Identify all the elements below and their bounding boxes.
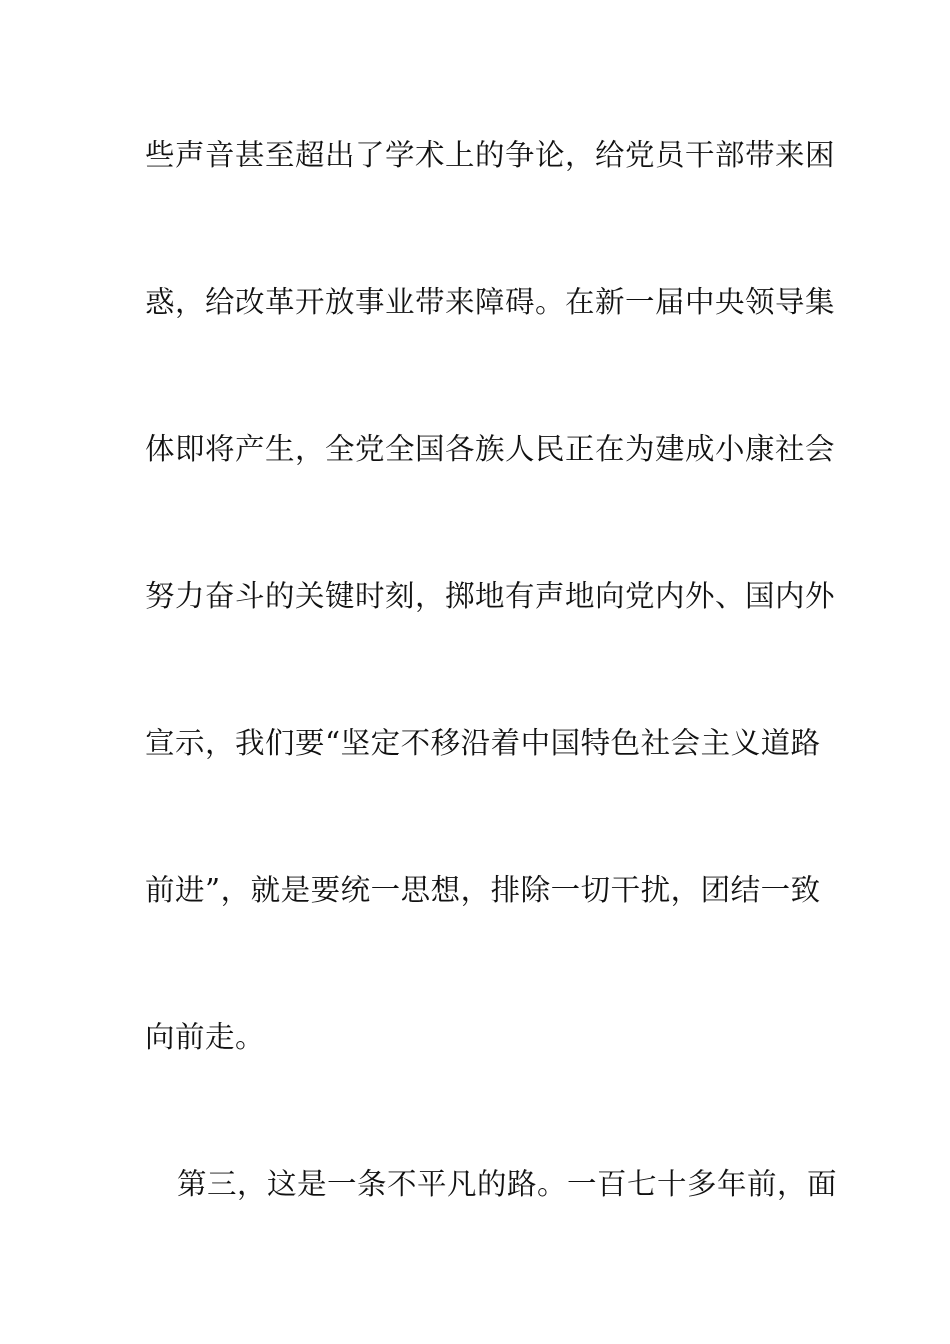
text-line: 体即将产生，全党全国各族人民正在为建成小康社会 (145, 432, 836, 466)
text-line: 些声音甚至超出了学术上的争论，给党员干部带来困 (145, 138, 836, 172)
paragraph-start-line: 第三，这是一条不平凡的路。一百七十多年前，面 (177, 1167, 838, 1201)
text-line: 努力奋斗的关键时刻，掷地有声地向党内外、国内外 (145, 579, 836, 613)
text-line: 宣示，我们要“坚定不移沿着中国特色社会主义道路 (145, 726, 821, 760)
text-line: 向前走。 (145, 1020, 266, 1054)
text-line: 前进”，就是要统一思想，排除一切干扰，团结一致 (145, 873, 821, 907)
text-line: 惑，给改革开放事业带来障碍。在新一届中央领导集 (145, 285, 836, 319)
